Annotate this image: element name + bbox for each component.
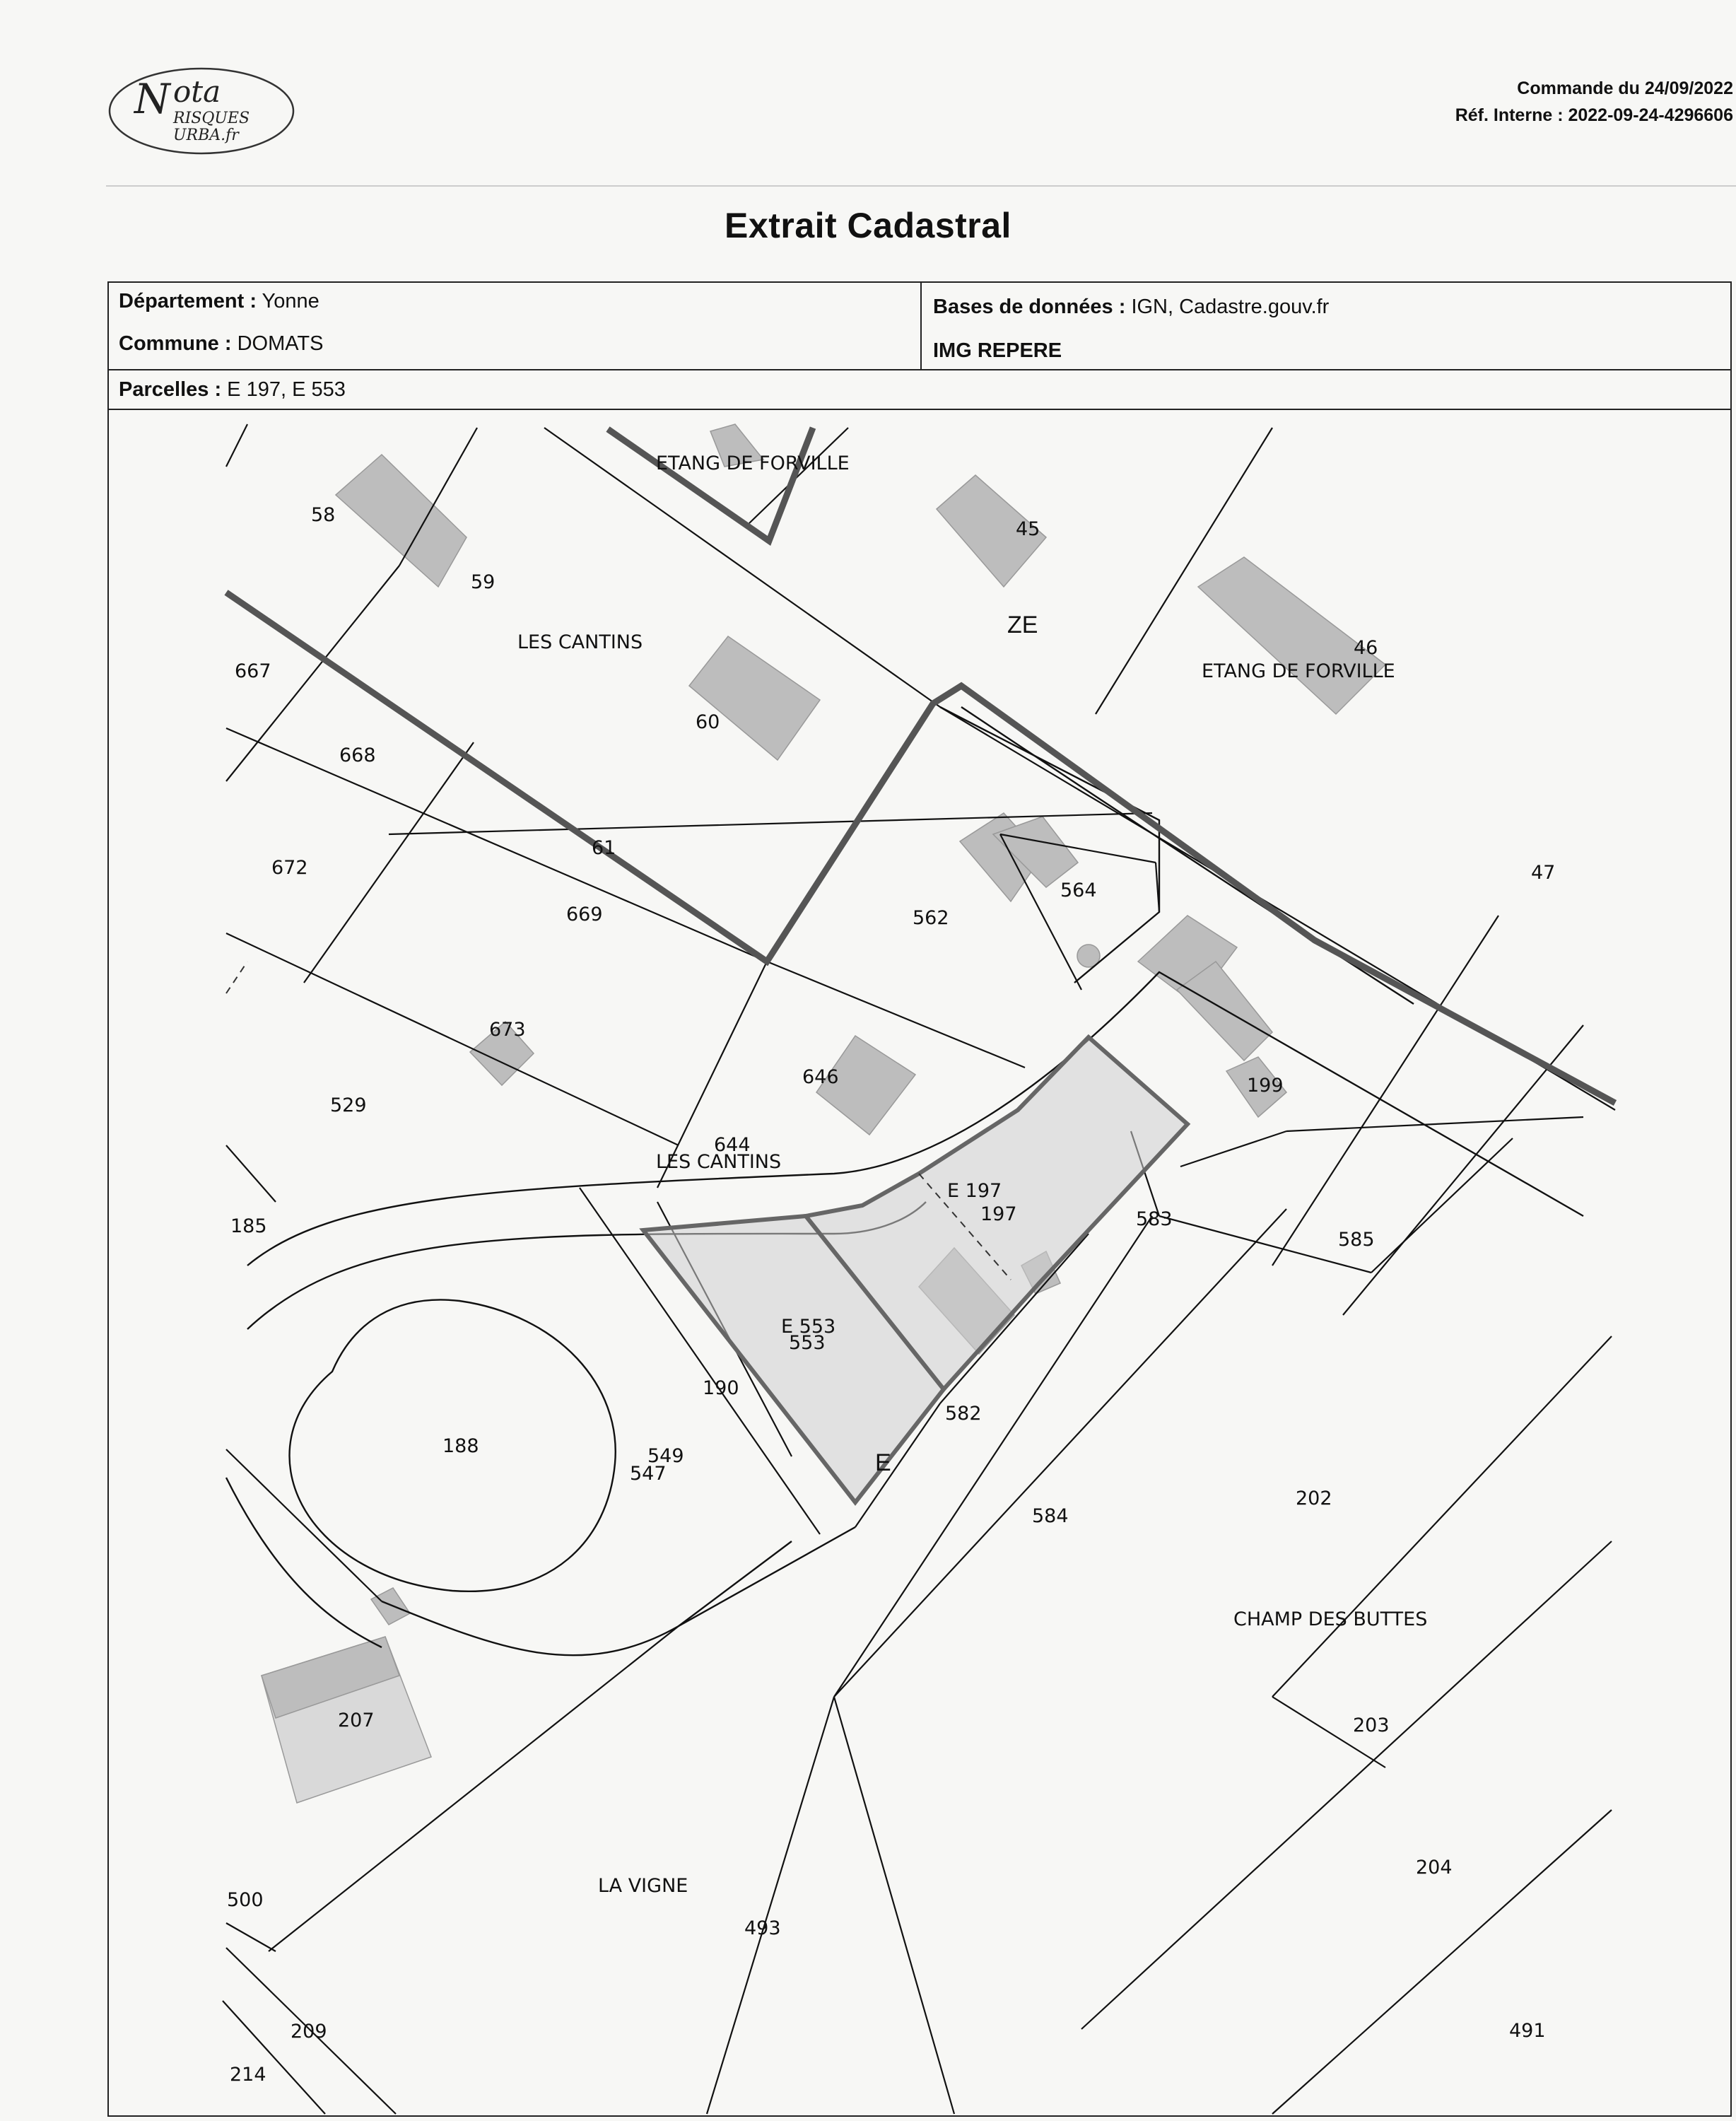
parcel-label-204: 204 [1416, 1857, 1453, 1878]
locality-etang-right: ETANG DE FORVILLE [1202, 660, 1395, 682]
parcelles-row [119, 378, 346, 402]
header-divider [106, 185, 1736, 187]
parcel-label-583: 583 [1136, 1208, 1173, 1230]
commune-label: Commune : [119, 332, 232, 355]
parcel-label-e553-num: 553 [789, 1332, 826, 1354]
parcel-label-188: 188 [442, 1435, 479, 1457]
svg-text:N: N [134, 75, 170, 123]
building-58 [336, 455, 467, 587]
parcel-label-667: 667 [235, 660, 271, 682]
parcel-label-549: 549 [647, 1445, 684, 1467]
img-repere-label: IMG REPERE [933, 339, 1062, 362]
parcel-label-493: 493 [744, 1917, 781, 1939]
building-46 [1198, 557, 1385, 714]
parcel-label-207: 207 [338, 1710, 375, 1731]
locality-cantins-mid: LES CANTINS [656, 1151, 782, 1173]
parcel-label-e197-id: E 197 [947, 1180, 1002, 1202]
parcel-label-60: 60 [696, 711, 720, 733]
parcel-label-582: 582 [945, 1403, 982, 1425]
internal-reference: Réf. Interne : 2022-09-24-4296606 [1455, 105, 1733, 125]
info-divider-1 [107, 369, 1732, 370]
parcel-label-491: 491 [1509, 2020, 1546, 2042]
locality-vigne: LA VIGNE [598, 1875, 688, 1897]
parcel-label-e553-id: E 553 [781, 1316, 836, 1338]
svg-text:RISQUES: RISQUES [173, 110, 250, 127]
parcel-label-547: 547 [630, 1463, 667, 1485]
bases-value: IGN, Cadastre.gouv.fr [1131, 296, 1330, 318]
departement-row [119, 290, 319, 313]
parcel-label-669: 669 [566, 904, 603, 925]
parcel-label-199: 199 [1247, 1075, 1284, 1097]
order-date: Commande du 24/09/2022 [1517, 78, 1733, 98]
cadastral-map[interactable] [109, 410, 1730, 2115]
parcel-label-673: 673 [489, 1019, 526, 1041]
locality-champ: CHAMP DES BUTTES [1233, 1608, 1428, 1630]
parcel-label-209: 209 [291, 2021, 327, 2043]
parcel-label-46: 46 [1354, 637, 1378, 659]
parcel-label-45: 45 [1016, 518, 1040, 540]
parcel-label-585: 585 [1338, 1229, 1375, 1251]
order-info [1455, 75, 1733, 129]
parcel-label-214: 214 [230, 2064, 266, 2086]
selected-parcels [226, 962, 1187, 1502]
parcel-label-564: 564 [1060, 880, 1097, 901]
parcel-label-668: 668 [339, 744, 376, 766]
nota-risques-logo [106, 65, 297, 157]
parcel-label-672: 672 [271, 857, 308, 879]
parcel-label-500: 500 [227, 1889, 264, 1911]
document-title: Extrait Cadastral [725, 206, 1011, 245]
section-label-e: E [875, 1449, 891, 1476]
buildings [262, 424, 1385, 1803]
bases-label: Bases de données : [933, 296, 1126, 318]
parcel-label-644: 644 [714, 1134, 751, 1156]
parcel-label-646: 646 [802, 1066, 839, 1088]
bases-row [933, 296, 1329, 319]
commune-value: DOMATS [237, 332, 324, 355]
parcelles-label: Parcelles : [119, 378, 222, 401]
map-svg [109, 410, 1730, 2115]
parcelles-value: E 197, E 553 [227, 378, 346, 401]
parcel-label-529: 529 [330, 1094, 367, 1116]
parcel-label-61: 61 [592, 837, 616, 859]
parcel-label-47: 47 [1531, 862, 1556, 884]
parcel-label-e197-num: 197 [980, 1203, 1017, 1225]
building-60 [689, 636, 820, 760]
parcel-label-584: 584 [1032, 1505, 1069, 1527]
info-column-divider [920, 281, 922, 370]
parcel-label-202: 202 [1296, 1488, 1332, 1509]
svg-text:ota: ota [173, 74, 221, 109]
departement-value: Yonne [262, 290, 319, 312]
parcel-label-190: 190 [703, 1377, 739, 1399]
locality-cantins-top: LES CANTINS [517, 631, 643, 653]
img-repere-row [933, 339, 1062, 363]
parcel-label-185: 185 [230, 1215, 267, 1237]
parcel-label-59: 59 [471, 571, 495, 593]
svg-text:URBA.fr: URBA.fr [173, 127, 239, 144]
parcel-label-58: 58 [311, 504, 336, 526]
departement-label: Département : [119, 290, 257, 312]
section-label-ze: ZE [1007, 612, 1038, 638]
locality-etang-top: ETANG DE FORVILLE [656, 452, 850, 474]
building-small [371, 1588, 410, 1625]
parcel-label-203: 203 [1353, 1714, 1390, 1736]
parcel-label-562: 562 [913, 907, 949, 929]
commune-row [119, 332, 323, 356]
